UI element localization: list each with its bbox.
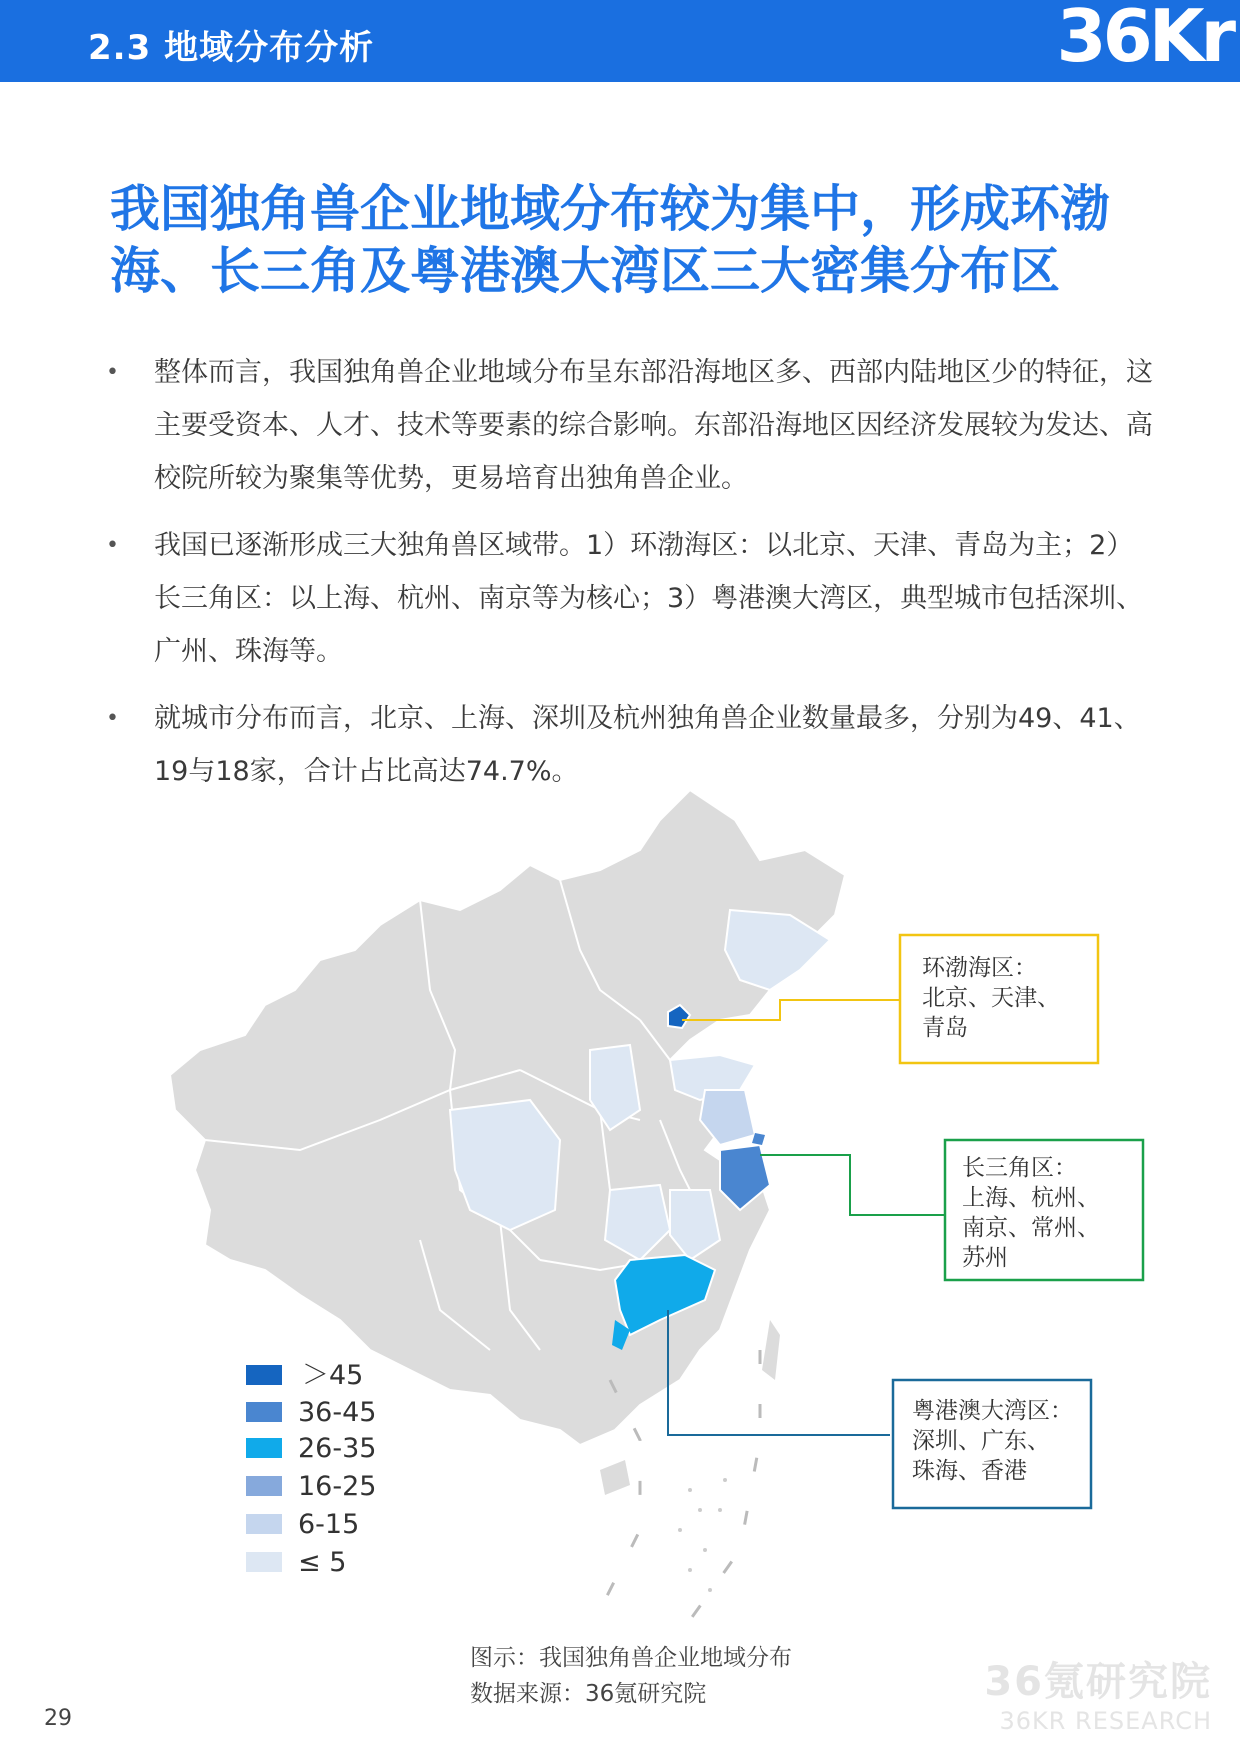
callout-gba-title: 粤港澳大湾区： <box>912 1398 1073 1424</box>
china-map-svg <box>0 790 1240 1650</box>
hainan-island <box>600 1460 630 1495</box>
headline: 我国独角兽企业地域分布较为集中，形成环渤海、长三角及粤港澳大湾区三大密集分布区 <box>110 180 1110 300</box>
callout-bohai-line3: 青岛 <box>922 1015 968 1041</box>
caption-source: 数据来源：36氪研究院 <box>470 1681 707 1707</box>
callout-gba-line3: 珠海、香港 <box>912 1458 1027 1484</box>
bullet-dot: • <box>106 360 119 385</box>
legend-label: ＞45 <box>302 1360 364 1391</box>
callout-gba-line2: 深圳、广东、 <box>912 1428 1050 1454</box>
bullet-item <box>100 519 1160 678</box>
logo-text: 36Kr <box>1056 0 1232 78</box>
bullet-list <box>100 346 1160 812</box>
section-title: 2.3 地域分布分析 <box>88 28 375 68</box>
figure-caption <box>470 1640 792 1712</box>
legend-swatch <box>246 1514 282 1534</box>
legend-label: 36-45 <box>298 1397 377 1428</box>
legend-label: 6-15 <box>298 1509 360 1540</box>
bullet-text: 就城市分布而言，北京、上海、深圳及杭州独角兽企业数量最多，分别为49、41、19与18家，合计占比高达74.7%。 <box>154 703 1141 787</box>
bullet-item <box>100 346 1160 505</box>
watermark-sub: 36KR RESEARCH <box>999 1707 1212 1735</box>
callout-yangtze <box>945 1140 1143 1280</box>
callout-yangtze-title: 长三角区： <box>962 1155 1077 1181</box>
legend-swatch <box>246 1402 282 1422</box>
bullet-text: 整体而言，我国独角兽企业地域分布呈东部沿海地区多、西部内陆地区少的特征，这主要受资本、人才、技术等要素的综合影响。东部沿海地区因经济发展较为发达、高校院所较为聚集等优势，更易培育出独角兽企业。 <box>154 357 1153 494</box>
callout-yangtze-line2: 上海、杭州、 <box>962 1185 1100 1211</box>
callout-gba <box>893 1380 1091 1508</box>
legend-label: 16-25 <box>298 1471 377 1502</box>
bullet-dot: • <box>106 706 119 731</box>
watermark <box>984 1650 1212 1735</box>
callout-bohai-line2: 北京、天津、 <box>922 985 1060 1011</box>
bullet-text: 我国已逐渐形成三大独角兽区域带。1）环渤海区：以北京、天津、青岛为主；2）长三角区：以上海、杭州、南京等为核心；3）粤港澳大湾区，典型城市包括深圳、广州、珠海等。 <box>154 530 1144 667</box>
callout-yangtze-line4: 苏州 <box>962 1245 1008 1271</box>
legend-swatch <box>246 1365 282 1385</box>
legend-label: 26-35 <box>298 1433 377 1464</box>
callout-bohai-title: 环渤海区： <box>922 955 1037 981</box>
caption-figure: 图示：我国独角兽企业地域分布 <box>470 1645 792 1671</box>
bullet-dot: • <box>106 533 119 558</box>
islands-dots <box>678 1478 727 1592</box>
callout-bohai <box>900 935 1098 1063</box>
callout-yangtze-line3: 南京、常州、 <box>962 1215 1100 1241</box>
legend-swatch <box>246 1476 282 1496</box>
taiwan-island <box>762 1320 780 1380</box>
logo-36kr <box>1056 0 1240 82</box>
yangtze-connector <box>760 1155 945 1215</box>
china-map-figure <box>0 790 1240 1650</box>
legend-swatch <box>246 1552 282 1572</box>
watermark-main: 36氪研究院 <box>984 1659 1212 1705</box>
bullet-item <box>100 692 1160 798</box>
page-number: 29 <box>44 1706 72 1731</box>
map-legend <box>246 1360 376 1578</box>
legend-swatch <box>246 1438 282 1458</box>
legend-label: ≤ 5 <box>298 1547 347 1578</box>
